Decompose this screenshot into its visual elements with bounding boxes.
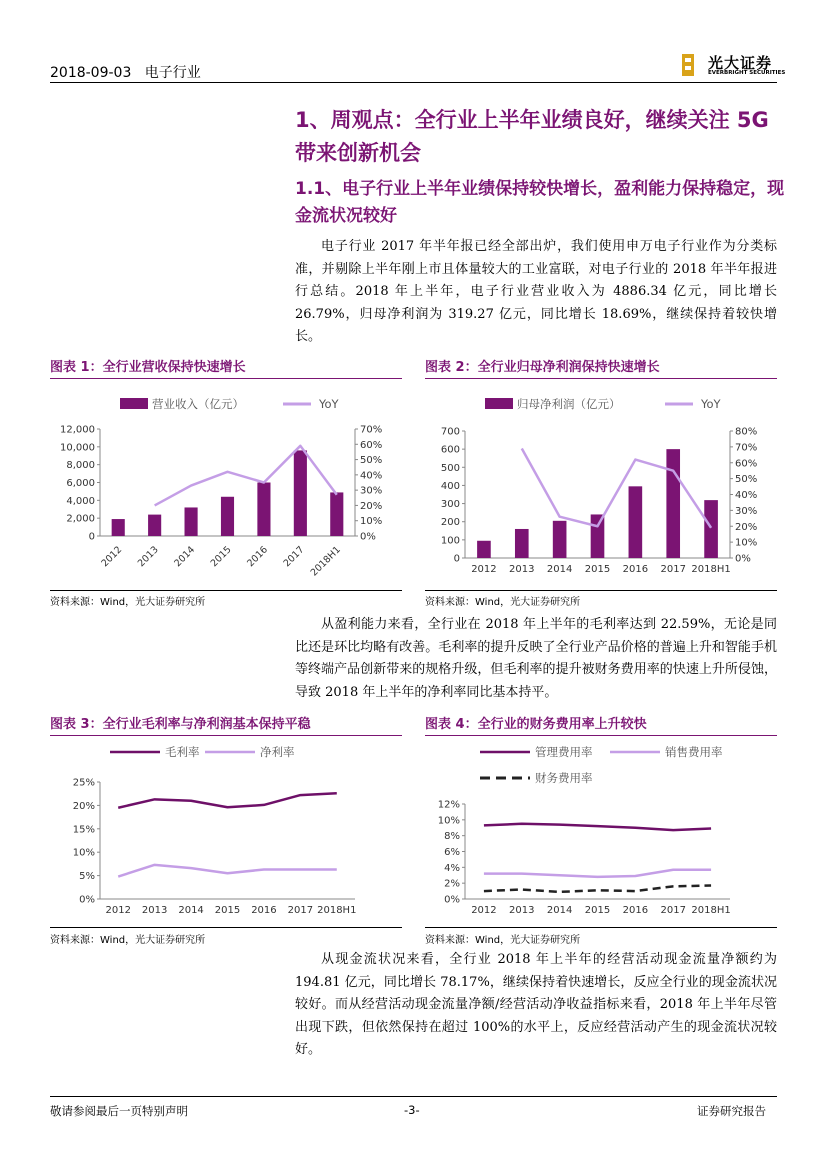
legend-swatch-bar [485, 398, 513, 409]
y-tick-label-left: 4,000 [66, 495, 95, 507]
bar [666, 449, 680, 558]
y-tick-label-left: 200 [440, 517, 460, 529]
y-tick-label-left: 6,000 [66, 478, 95, 489]
x-tick-label: 2017 [660, 564, 686, 575]
footer-disclaimer: 敬请参阅最后一页特别声明 [50, 1104, 188, 1118]
chart-4 [425, 740, 777, 922]
legend-label: 净利率 [260, 745, 295, 759]
y-tick-label-right: 50% [360, 455, 383, 467]
y-tick-label-left: 0 [88, 531, 95, 543]
x-tick-label: 2016 [622, 564, 649, 575]
y-tick-label-left: 300 [440, 499, 460, 511]
y-tick-label-right: 0% [735, 553, 751, 565]
x-tick-label: 2016 [622, 905, 649, 916]
x-tick-label: 2016 [251, 905, 277, 916]
bar [704, 500, 718, 558]
y-tick-label-left: 2,000 [66, 513, 95, 525]
series-line [484, 870, 711, 877]
y-tick-label-right: 30% [735, 505, 758, 517]
x-tick-label: 2012 [471, 564, 497, 575]
x-tick-label: 2014 [178, 905, 204, 916]
report-date-industry [50, 62, 201, 82]
y-tick-label-right: 0% [360, 531, 376, 543]
series-line [155, 446, 337, 506]
y-tick-label-right: 40% [735, 490, 758, 501]
y-tick-label-left: 6% [444, 847, 460, 858]
bar [185, 507, 198, 536]
chart-3 [50, 740, 402, 922]
legend-label: 营业收入（亿元） [152, 397, 244, 411]
x-tick-label: 2018H1 [317, 905, 357, 916]
y-tick-label-left: 12,000 [60, 424, 95, 436]
legend-label: 管理费用率 [535, 745, 593, 759]
y-tick-label-right: 20% [360, 500, 383, 512]
y-tick-label-right: 30% [360, 485, 383, 497]
paragraph-1: 电子行业 2017 年半年报已经全部出炉，我们使用申万电子行业作为分类标准，并剔除上半年刚上市且体量较大的工业富联，对电子行业的 2018 年半年报进行总结。2018 年上半年，电子行业营业收入为 4886.34 亿元，同比增长 26.79%，归母净利润为 319.27 亿元，同比增长 18.69%，继续保持着较快增长。 [295, 239, 777, 344]
x-tick-label: 2017 [281, 544, 307, 570]
y-tick-label-left: 700 [440, 426, 460, 438]
logo-text: 光大证券 [708, 54, 773, 72]
figure-2-title: 图表 2：全行业归母净利润保持快速增长 [425, 360, 660, 375]
bar [221, 497, 234, 536]
bar [294, 450, 307, 536]
y-tick-label-left: 0% [444, 894, 460, 906]
x-tick-label: 2015 [214, 905, 241, 916]
bar [112, 519, 125, 536]
y-tick-label-left: 15% [72, 824, 95, 836]
y-tick-label-right: 10% [735, 537, 758, 549]
header-rule [50, 82, 777, 83]
series-line [118, 793, 337, 808]
x-tick-label: 2013 [509, 905, 535, 916]
figure-3-title: 图表 3：全行业毛利率与净利润基本保持平稳 [50, 717, 311, 732]
x-tick-label: 2018H1 [691, 564, 731, 575]
x-tick-label: 2015 [208, 544, 234, 570]
figure-1-source-rule [50, 590, 402, 591]
y-tick-label-left: 5% [79, 871, 95, 883]
figure-2-source: 资料来源：Wind，光大证券研究所 [425, 597, 581, 608]
figure-4-title: 图表 4：全行业的财务费用率上升较快 [425, 717, 647, 732]
y-tick-label-left: 600 [440, 444, 460, 456]
x-tick-label: 2016 [245, 544, 271, 570]
bar [553, 521, 567, 558]
legend-label: 毛利率 [165, 745, 200, 759]
section-heading: 1、周观点：全行业上半年业绩良好，继续关注 5G 带来创新机会 [295, 108, 769, 165]
figure-1-title: 图表 1：全行业营收保持快速增长 [50, 360, 246, 375]
x-tick-label: 2012 [105, 905, 131, 916]
footer-report-type: 证券研究报告 [697, 1104, 766, 1118]
figure-4-rule [425, 735, 777, 736]
legend-label: 归母净利润（亿元） [517, 397, 621, 411]
y-tick-label-left: 10% [437, 815, 460, 827]
series-line [522, 448, 711, 527]
y-tick-label-right: 70% [360, 424, 383, 436]
y-tick-label-left: 12% [437, 799, 460, 811]
chart-1 [50, 386, 402, 586]
bar [257, 483, 270, 537]
y-tick-label-left: 8% [444, 831, 460, 843]
bar [629, 486, 643, 558]
x-tick-label: 2013 [135, 544, 161, 570]
x-tick-label: 2015 [584, 564, 611, 575]
chart-2 [425, 386, 777, 586]
series-line [484, 886, 711, 892]
report-date: 2018-09-03 [50, 65, 132, 81]
legend-label: 销售费用率 [665, 745, 723, 759]
y-tick-label-left: 4% [444, 862, 460, 874]
bar [591, 514, 605, 558]
figure-4-source-rule [425, 927, 777, 928]
subsection-heading: 1.1、电子行业上半年业绩保持较快增长，盈利能力保持稳定，现金流状况较好 [295, 179, 785, 226]
y-tick-label-left: 2% [444, 878, 460, 890]
y-tick-label-left: 0 [453, 553, 460, 565]
bar [330, 492, 343, 536]
figure-3-source-rule [50, 927, 402, 928]
figure-1-source: 资料来源：Wind，光大证券研究所 [50, 597, 206, 608]
y-tick-label-right: 60% [360, 439, 383, 451]
legend-label: YoY [319, 397, 339, 411]
y-tick-label-left: 500 [440, 462, 460, 474]
x-tick-label: 2014 [546, 905, 573, 916]
bar [477, 541, 491, 558]
x-tick-label: 2017 [660, 905, 686, 916]
x-tick-label: 2018H1 [691, 905, 731, 916]
page-number: -3- [404, 1103, 420, 1117]
bar [515, 529, 529, 558]
paragraph-2: 从盈利能力来看，全行业在 2018 年上半年的毛利率达到 22.59%，无论是同比还是环比均略有改善。毛利率的提升反映了全行业产品价格的普遍上升和智能手机等终端产品创新带来的规格升级，但毛利率的提升被财务费用率的快速上升所侵蚀，导致 2018 年上半年的净利率同比基本持平。 [295, 617, 777, 700]
figure-3-rule [50, 735, 402, 736]
x-tick-label: 2018H1 [308, 544, 343, 579]
y-tick-label-right: 40% [360, 470, 383, 482]
x-tick-label: 2013 [141, 905, 168, 916]
y-tick-label-left: 100 [440, 535, 460, 547]
figure-2-rule [425, 378, 777, 379]
series-line [118, 865, 337, 877]
y-tick-label-left: 8,000 [66, 460, 95, 472]
paragraph-3: 从现金流状况来看，全行业 2018 年上半年的经营活动现金流量净额约为 194.81 亿元，同比增长 78.17%，继续保持着快速增长，反应全行业的现金流状况较好。而从经营活动现金流量净额/经营活动净收益指标来看，2018 年上半年尽管出现下跌，但依然保持在超过 100%的水平上，反应经营活动产生的现金流状况较好。 [295, 952, 777, 1057]
series-line [484, 824, 711, 830]
x-tick-label: 2013 [509, 564, 535, 575]
legend-label: 财务费用率 [535, 771, 593, 785]
y-tick-label-left: 400 [440, 480, 460, 492]
logo-subtext: EVERBRIGHT SECURITIES [708, 70, 786, 76]
figure-3-source: 资料来源：Wind，光大证券研究所 [50, 935, 206, 946]
y-tick-label-left: 20% [72, 800, 95, 812]
y-tick-label-right: 10% [360, 516, 383, 528]
x-tick-label: 2012 [471, 905, 497, 916]
footer-rule [50, 1096, 777, 1097]
legend-label: YoY [701, 397, 721, 411]
y-tick-label-left: 10,000 [60, 442, 95, 454]
y-tick-label-left: 25% [72, 777, 95, 789]
figure-2-source-rule [425, 590, 777, 591]
x-tick-label: 2017 [287, 905, 314, 916]
x-tick-label: 2014 [172, 544, 198, 570]
x-tick-label: 2012 [99, 544, 125, 570]
bar [148, 515, 161, 536]
y-tick-label-right: 20% [735, 521, 758, 533]
y-tick-label-right: 60% [735, 458, 758, 470]
x-tick-label: 2015 [584, 905, 611, 916]
figure-1-rule [50, 378, 402, 379]
legend-swatch-bar [120, 398, 148, 409]
x-tick-label: 2014 [546, 564, 573, 575]
report-industry: 电子行业 [144, 65, 201, 81]
logo-mark-icon [682, 54, 694, 76]
y-tick-label-left: 10% [72, 847, 95, 859]
figure-4-source: 资料来源：Wind，光大证券研究所 [425, 935, 581, 946]
y-tick-label-right: 70% [735, 442, 758, 454]
y-tick-label-right: 80% [735, 426, 758, 438]
y-tick-label-right: 50% [735, 474, 758, 486]
y-tick-label-left: 0% [79, 894, 95, 906]
